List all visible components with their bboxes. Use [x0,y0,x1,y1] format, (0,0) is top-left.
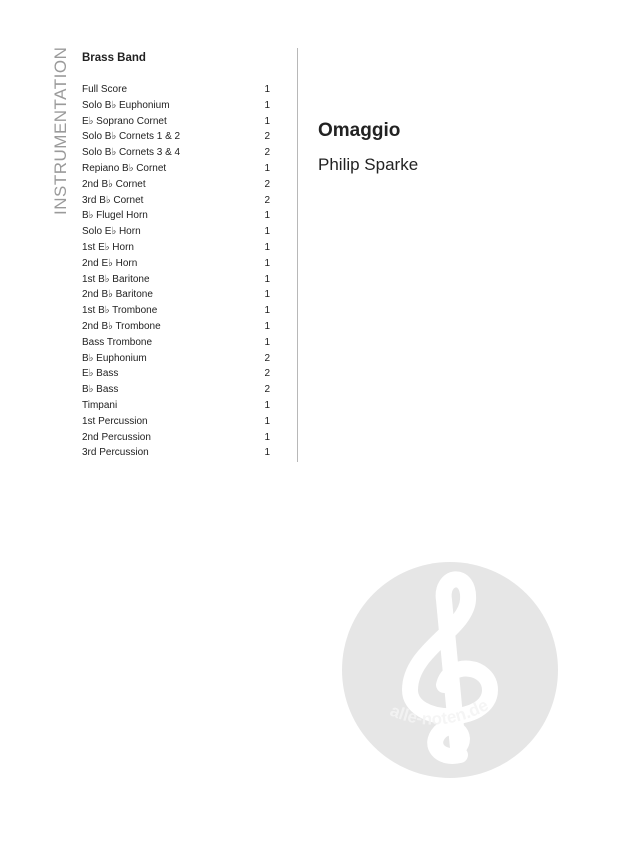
instrument-quantity: 1 [264,305,270,317]
instrument-row [82,351,272,367]
instrument-row [82,335,272,351]
instrument-row [82,430,272,446]
piece-title: Omaggio [318,120,401,141]
instrument-row [82,224,272,240]
instrument-name: B♭ Euphonium [82,352,147,364]
instrument-name: 2nd E♭ Horn [82,257,138,269]
instrument-row [82,319,272,335]
instrument-name: 1st Percussion [82,415,148,427]
instrument-name: 3rd Percussion [82,447,149,459]
instrument-name: Solo B♭ Euphonium [82,99,170,111]
instrument-row [82,240,272,256]
instrument-quantity: 1 [264,162,270,174]
instrument-row [82,82,272,98]
instrument-quantity: 1 [264,399,270,411]
column-divider [297,48,298,462]
instrument-name: Bass Trombone [82,336,153,348]
composer-name: Philip Sparke [318,155,419,174]
instrument-quantity: 1 [264,289,270,301]
instrument-quantity: 1 [264,320,270,332]
instrument-row [82,98,272,114]
instrument-name: 2nd Percussion [82,431,151,443]
instrument-row [82,256,272,272]
instrument-quantity: 1 [264,115,270,127]
instrument-row [82,366,272,382]
instrument-name: 2nd B♭ Cornet [82,178,146,190]
instrument-name: Solo B♭ Cornets 1 & 2 [82,131,181,143]
treble-clef-watermark-icon [340,560,560,780]
instrument-name: 1st E♭ Horn [82,241,134,253]
instrument-name: 3rd B♭ Cornet [82,194,144,206]
instrument-quantity: 1 [264,84,270,95]
instrument-quantity: 1 [264,226,270,238]
instrumentation-side-label: INSTRUMENTATION [51,46,70,215]
instrument-row [82,161,272,177]
instrumentation-side-label-wrap [48,45,78,215]
instrument-row [82,208,272,224]
instrument-quantity: 1 [264,273,270,285]
instrument-quantity: 2 [264,384,270,396]
instrument-name: Repiano B♭ Cornet [82,162,167,174]
instrument-quantity: 2 [264,178,270,190]
instrument-name: E♭ Bass [82,368,119,380]
ensemble-heading: Brass Band [82,52,146,64]
instrument-name: Solo B♭ Cornets 3 & 4 [82,147,181,159]
instrument-name: Full Score [82,84,128,95]
instrument-quantity: 1 [264,99,270,111]
instrument-quantity: 1 [264,415,270,427]
instrument-row [82,414,272,430]
instrument-quantity: 1 [264,431,270,443]
instrument-list [82,82,272,461]
instrument-quantity: 1 [264,241,270,253]
instrument-row [82,303,272,319]
instrument-quantity: 2 [264,147,270,159]
instrument-name: Solo E♭ Horn [82,226,141,238]
instrument-name: E♭ Soprano Cornet [82,115,167,127]
instrument-quantity: 1 [264,257,270,269]
instrument-row [82,193,272,209]
instrument-name: B♭ Bass [82,384,119,396]
instrument-row [82,287,272,303]
instrument-name: 1st B♭ Baritone [82,273,150,285]
instrument-row [82,129,272,145]
instrument-row [82,445,272,461]
instrument-quantity: 2 [264,368,270,380]
instrument-row [82,272,272,288]
instrument-quantity: 2 [264,352,270,364]
watermark-text: alle-noten.de [387,695,492,729]
instrument-quantity: 2 [264,131,270,143]
instrument-name: Timpani [82,399,118,411]
instrument-name: 2nd B♭ Trombone [82,320,161,332]
instrument-name: B♭ Flugel Horn [82,210,148,222]
instrument-quantity: 2 [264,194,270,206]
instrument-row [82,114,272,130]
instrument-name: 1st B♭ Trombone [82,305,158,317]
instrument-quantity: 1 [264,447,270,459]
instrument-quantity: 1 [264,210,270,222]
instrument-row [82,145,272,161]
instrument-row [82,398,272,414]
instrument-row [82,177,272,193]
instrument-quantity: 1 [264,336,270,348]
instrument-name: 2nd B♭ Baritone [82,289,153,301]
instrument-row [82,382,272,398]
